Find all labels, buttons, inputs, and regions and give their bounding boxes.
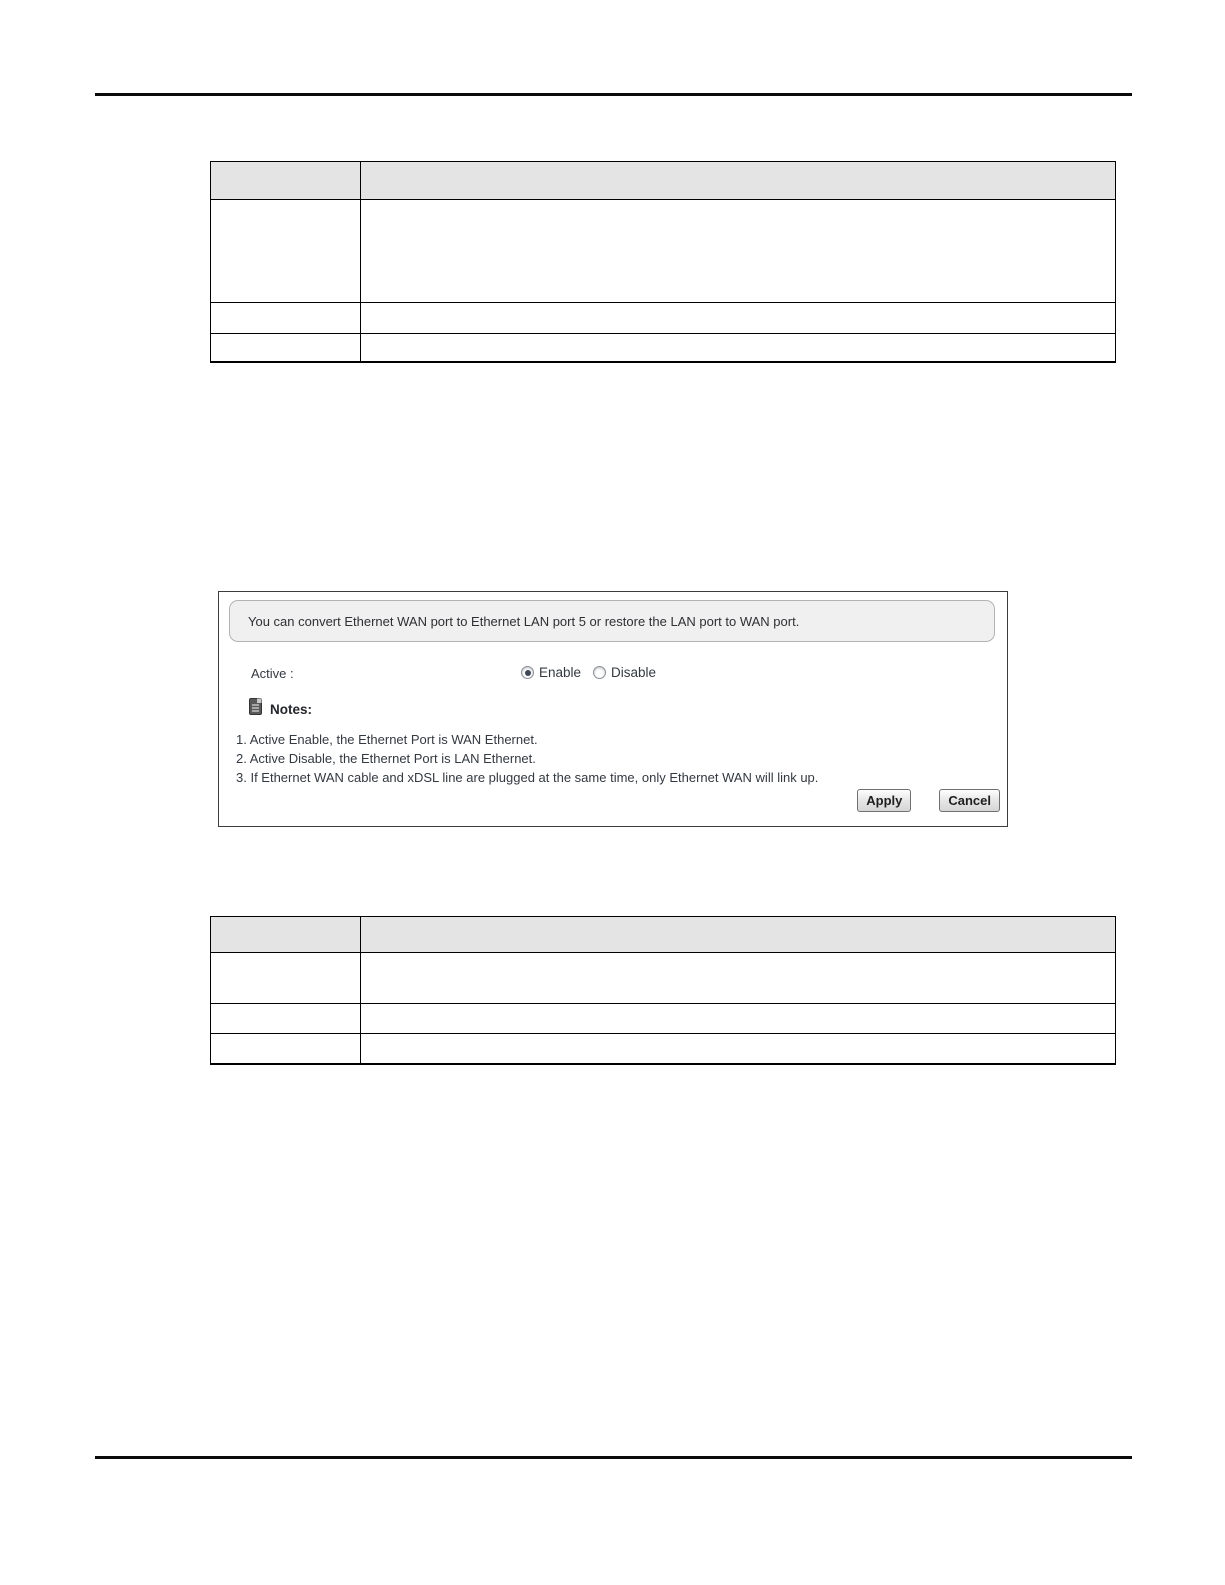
parameter-table-top: [210, 161, 1116, 363]
table-row: [211, 302, 1115, 333]
table-cell: [211, 200, 361, 302]
note-line: 2. Active Disable, the Ethernet Port is LAN Ethernet.: [236, 751, 536, 766]
note-icon: [249, 698, 262, 720]
embedded-screenshot: [218, 591, 1008, 827]
enable-radio-label[interactable]: Enable: [539, 665, 582, 680]
notes-heading: Notes:: [270, 701, 313, 717]
enable-radio[interactable]: [521, 666, 534, 679]
table-row: [211, 917, 1115, 952]
table-cell: [361, 334, 1115, 361]
table-row: [211, 199, 1115, 302]
radio-selected-dot: [525, 670, 531, 676]
table-cell: [211, 1004, 361, 1033]
table-cell: [361, 1034, 1115, 1063]
page-bottom-rule: [95, 1456, 1132, 1459]
active-setting-row: [219, 665, 1007, 683]
table-cell: [361, 200, 1115, 302]
info-banner: [229, 600, 995, 642]
active-label: Active :: [251, 666, 294, 681]
disable-radio[interactable]: [593, 666, 606, 679]
table-row: [211, 162, 1115, 199]
parameter-table-bottom: [210, 916, 1116, 1065]
table-row: [211, 333, 1115, 361]
table-header-cell: [211, 162, 361, 199]
table-header-cell: [361, 162, 1115, 199]
table-row: [211, 952, 1115, 1003]
active-radio-group: [521, 665, 668, 680]
table-cell: [361, 953, 1115, 1003]
button-row: [829, 789, 1000, 812]
table-cell: [211, 334, 361, 361]
page-top-rule: [95, 93, 1132, 96]
table-cell: [211, 303, 361, 333]
table-row: [211, 1003, 1115, 1033]
cancel-button[interactable]: Cancel: [939, 789, 1000, 812]
info-banner-text: You can convert Ethernet WAN port to Ethernet LAN port 5 or restore the LAN port to WAN port.: [248, 613, 800, 629]
disable-radio-label[interactable]: Disable: [611, 665, 657, 680]
table-cell: [211, 1034, 361, 1063]
table-cell: [361, 1004, 1115, 1033]
table-header-cell: [211, 917, 361, 952]
table-row: [211, 1033, 1115, 1063]
table-cell: [361, 303, 1115, 333]
note-line: 1. Active Enable, the Ethernet Port is WAN Ethernet.: [236, 732, 538, 747]
table-cell: [211, 953, 361, 1003]
apply-button[interactable]: Apply: [857, 789, 911, 812]
note-line: 3. If Ethernet WAN cable and xDSL line are plugged at the same time, only Ethernet WAN will link up.: [236, 770, 819, 785]
notes-heading-row: [249, 698, 312, 720]
table-header-cell: [361, 917, 1115, 952]
